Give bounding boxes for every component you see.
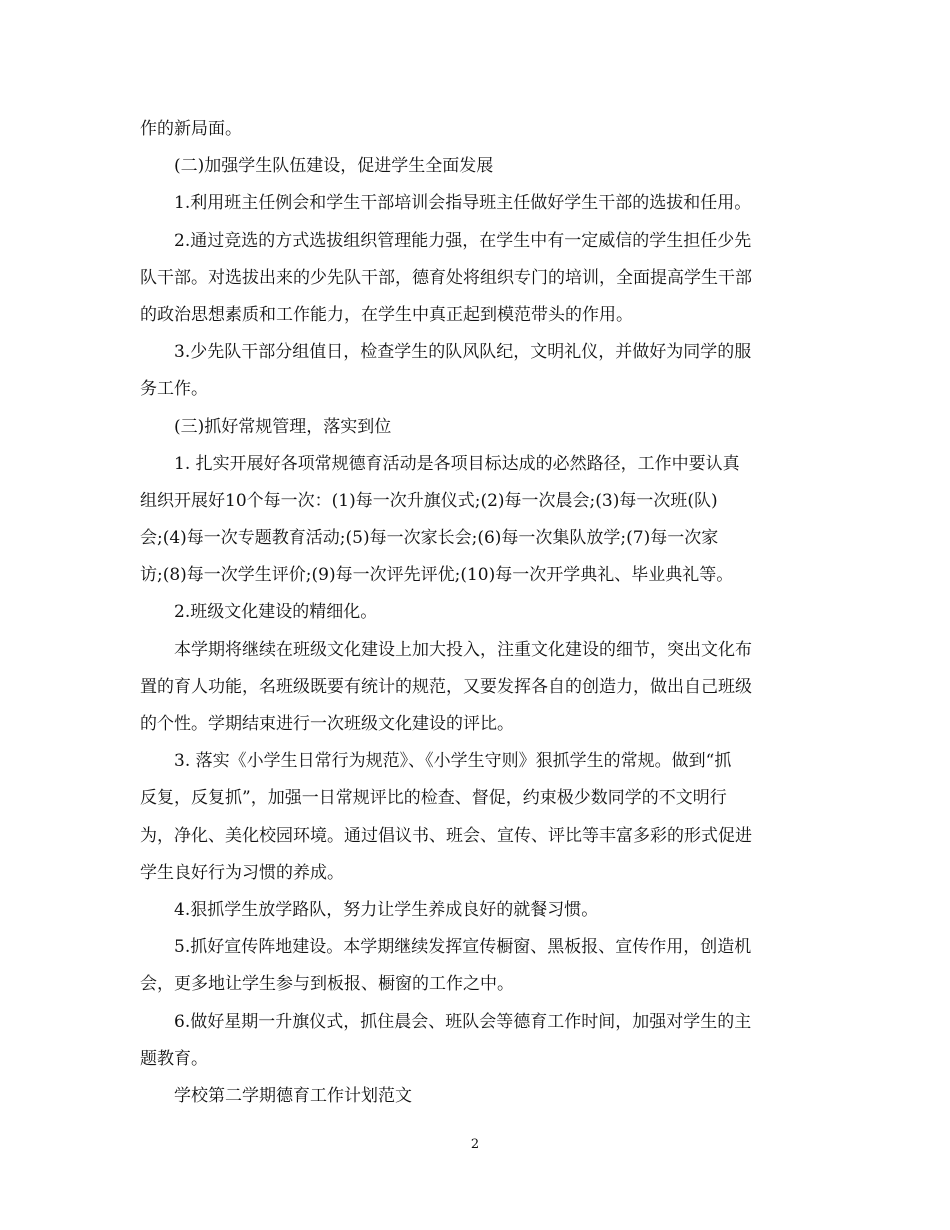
text-line: 6.做好星期一升旗仪式，抓住晨会、班队会等德育工作时间，加强对学生的主 <box>174 1011 752 1032</box>
text-line: 3. 落实《小学生日常行为规范》、《小学生守则》狠抓学生的常规。做到“抓 <box>174 751 732 772</box>
text-line: 置的育人功能，名班级既要有统计的规范，又要发挥各自的创造力，做出自己班级 <box>140 676 752 697</box>
text-line: 访;(8)每一次学生评价;(9)每一次评先评优;(10)每一次开学典礼、毕业典礼等。 <box>140 565 734 586</box>
text-line: 本学期将继续在班级文化建设上加大投入，注重文化建设的细节，突出文化布 <box>174 639 752 660</box>
text-line: 队干部。对选拔出来的少先队干部，德育处将组织专门的培训，全面提高学生干部 <box>140 267 752 288</box>
text-line: 组织开展好10个每一次：(1)每一次升旗仪式;(2)每一次晨会;(3)每一次班(队) <box>140 490 718 511</box>
text-line: 4.狠抓学生放学路队，努力让学生养成良好的就餐习惯。 <box>174 899 599 920</box>
text-line: 1. 扎实开展好各项常规德育活动是各项目标达成的必然路径，工作中要认真 <box>174 453 740 474</box>
text-line: 会，更多地让学生参与到板报、橱窗的工作之中。 <box>140 974 514 995</box>
text-line: 务工作。 <box>140 379 208 400</box>
text-line: 学校第二学期德育工作计划范文 <box>174 1085 412 1106</box>
text-line: 作的新局面。 <box>140 119 242 139</box>
text-line: 2.通过竞选的方式选拔组织管理能力强，在学生中有一定威信的学生担任少先 <box>174 230 752 251</box>
text-line: 反复，反复抓”，加强一日常规评比的检查、督促，约束极少数同学的不文明行 <box>140 788 727 809</box>
text-line: 的政治思想素质和工作能力，在学生中真正起到模范带头的作用。 <box>140 304 633 325</box>
text-line: 会;(4)每一次专题教育活动;(5)每一次家长会;(6)每一次集队放学;(7)每一次家 <box>140 528 719 549</box>
text-line: 2.班级文化建设的精细化。 <box>174 602 378 623</box>
document-body <box>140 111 816 1115</box>
text-line: (二)加强学生队伍建设，促进学生全面发展 <box>174 156 494 177</box>
text-line: (三)抓好常规管理，落实到位 <box>174 416 392 437</box>
text-line: 为，净化、美化校园环境。通过倡议书、班会、宣传、评比等丰富多彩的形式促进 <box>140 825 752 846</box>
text-line: 1.利用班主任例会和学生干部培训会指导班主任做好学生干部的选拔和任用。 <box>174 193 752 214</box>
text-line: 学生良好行为习惯的养成。 <box>140 862 344 883</box>
text-line: 3.少先队干部分组值日，检查学生的队风队纪，文明礼仪，并做好为同学的服 <box>174 342 752 363</box>
text-line: 5.抓好宣传阵地建设。本学期继续发挥宣传橱窗、黑板报、宣传作用，创造机 <box>174 937 752 958</box>
page-number: 2 <box>470 1137 480 1152</box>
text-line: 题教育。 <box>140 1048 208 1069</box>
text-line: 的个性。学期结束进行一次班级文化建设的评比。 <box>140 714 514 734</box>
